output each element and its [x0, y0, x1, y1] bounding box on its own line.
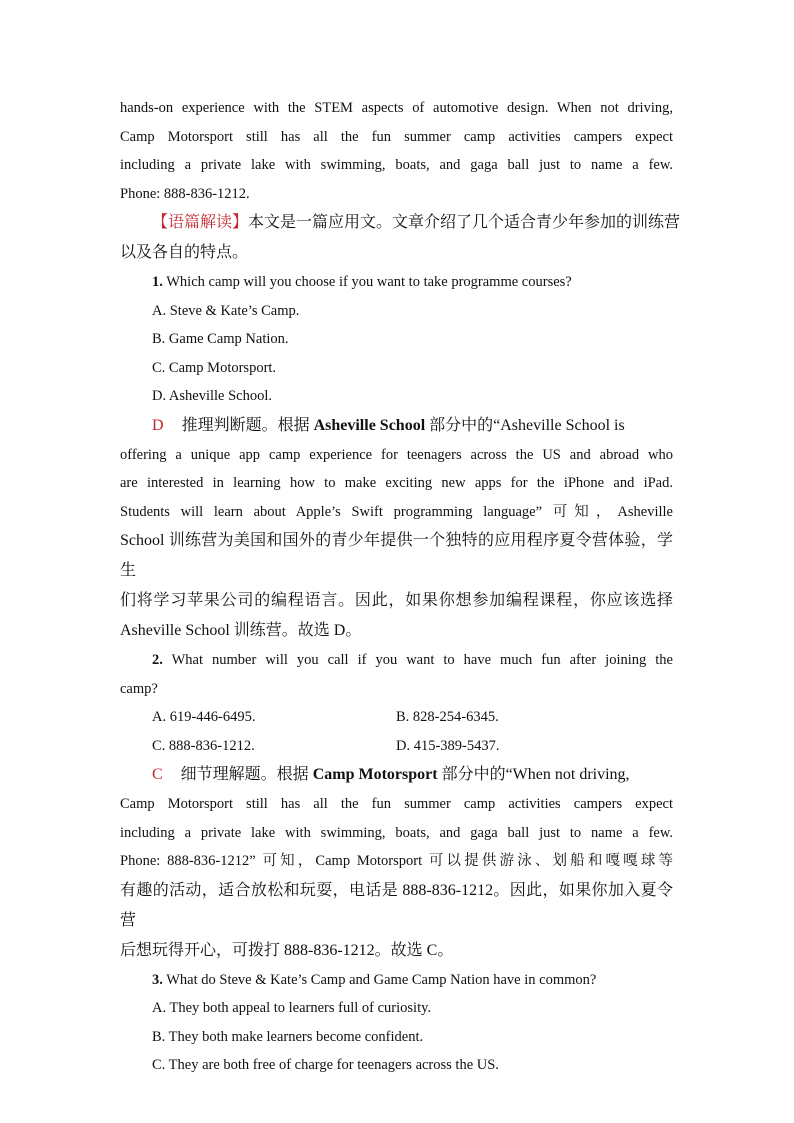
explanation-after: 部分中的“When not driving, — [441, 766, 630, 783]
explanation-line: are interested in learning how to make exciting new apps for the iPhone and iPad. — [120, 475, 673, 491]
explanation-line: 们将学习苹果公司的编程语言。因此，如果你想参加编程课程，你应该选择 — [120, 592, 673, 609]
explanation-line: 后想玩得开心，可拨打 888-836-1212。故选 C。 — [120, 941, 454, 959]
option-a: A. 619‑446‑6495. — [152, 709, 256, 725]
explanation-line: School 训练营为美国和国外的青少年提供一个独特的应用程序夏令营体验，学生 — [120, 532, 673, 579]
answer-letter: D — [152, 416, 164, 434]
analysis-text-line2: 以及各自的特点。 — [120, 244, 249, 261]
passage-line: Phone: 888-836-1212. — [120, 185, 250, 202]
q1-explanation-first-line — [120, 411, 673, 441]
question-stem-continued: camp? — [120, 680, 158, 697]
explanation-lead: 细节理解题。根据 — [180, 766, 309, 783]
option-a: A. Steve & Kate’s Camp. — [152, 302, 300, 319]
explanation-after: 部分中的“Asheville School is — [429, 416, 625, 434]
document-content — [120, 94, 681, 1080]
option-a: A. They both appeal to learners full of curiosity. — [152, 1000, 432, 1016]
question-number: 3. — [152, 971, 163, 988]
option-c: C. Camp Motorsport. — [152, 359, 277, 376]
option-d: D. 415‑389‑5437. — [396, 737, 500, 754]
option-b: B. They both make learners become confident. — [152, 1028, 424, 1045]
question-number: 1. — [152, 274, 163, 290]
option-d: D. Asheville School. — [152, 388, 273, 404]
passage-line: including a private lake with swimming, boats, and gaga ball just to name a few. — [120, 157, 673, 173]
options-row — [120, 732, 673, 761]
explanation-bold-ref: Asheville School — [313, 416, 426, 434]
explanation-line: Students will learn about Apple’s Swift programming language” 可知，Asheville — [120, 503, 673, 520]
option-b: B. Game Camp Nation. — [152, 331, 289, 347]
option-b: B. 828-254-6345. — [396, 709, 499, 725]
question-number: 2. — [152, 652, 163, 668]
passage-line: hands‑on experience with the STEM aspects of automotive design. When not driving, — [120, 100, 673, 116]
explanation-line: including a private lake with swimming, boats, and gaga ball just to name a few. — [120, 824, 673, 841]
analysis-paragraph — [120, 208, 681, 238]
question-stem: Which camp will you choose if you want to take programme courses? — [166, 274, 572, 290]
explanation-bold-ref: Camp Motorsport — [312, 766, 438, 783]
question-stem: What do Steve & Kate’s Camp and Game Camp Nation have in common? — [166, 971, 597, 988]
explanation-line: offering a unique app camp experience for teenagers across the US and abroad who — [120, 446, 673, 463]
analysis-text: 本文是一篇应用文。文章介绍了几个适合青少年参加的训练营 — [248, 214, 681, 231]
explanation-line: Camp Motorsport still has all the fun summer camp activities campers expect — [120, 796, 673, 812]
passage-line: Camp Motorsport still has all the fun summer camp activities campers expect — [120, 128, 673, 145]
question-2 — [120, 646, 673, 675]
q2-explanation-first-line — [120, 760, 673, 790]
analysis-tag: 【语篇解读】 — [152, 214, 249, 231]
answer-letter: C — [152, 766, 163, 783]
explanation-line: Asheville School 训练营。故选 D。 — [120, 622, 362, 639]
option-c: C. They are both free of charge for teenagers across the US. — [152, 1057, 499, 1073]
question-1 — [120, 268, 673, 297]
options-row — [120, 703, 673, 732]
explanation-line: 有趣的活动，适合放松和玩耍，电话是 888-836-1212。因此，如果你加入夏令营 — [120, 881, 673, 929]
option-c: C. 888‑836‑1212. — [152, 737, 255, 754]
question-stem: What number will you call if you want to have much fun after joining the — [171, 652, 673, 668]
explanation-line: Phone: 888-836-1212” 可知，Camp Motorsport 可以提供游泳、划船和嘎嘎球等 — [120, 853, 673, 869]
question-3 — [120, 966, 673, 995]
explanation-lead: 推理判断题。根据 — [181, 416, 310, 434]
